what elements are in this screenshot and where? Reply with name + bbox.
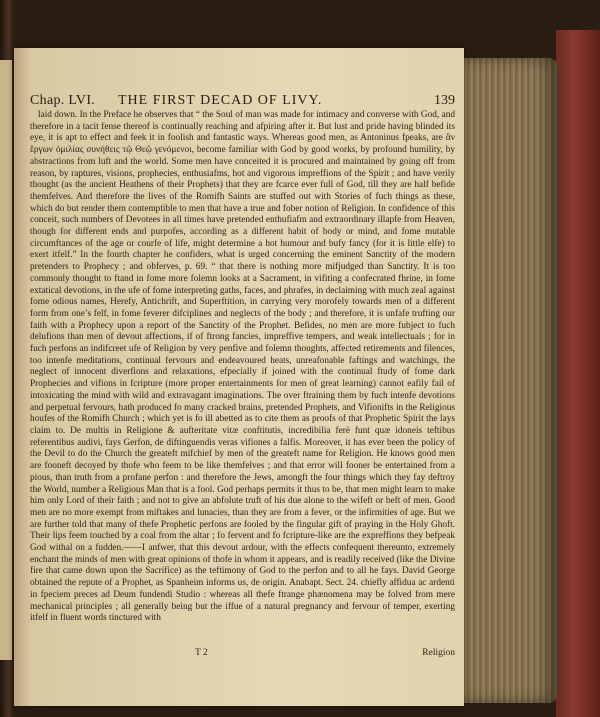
signature-mark: T 2 (195, 648, 208, 658)
page-number: 139 (434, 93, 455, 108)
facing-page-edge (0, 60, 12, 660)
body-paragraph: laid down. In the Preface he observes that “ the Soul of man was made for intimacy and converse with God, and therefore in a tacit fense thereof is continually reaching and afpiring after it. But lust and pride having blinded its eye, it is apt to effect and feek it in foolish and fantastic ways. Whereas good men, as Antoninus fpeaks, are ἂν ἔργων ὁμιλίας συνήθεις τῷ Θεῷ γενόμενοι, become familiar with God by good works, by profound humility, by abstractions from luft and the world. Some men have conceited it is procured and maintained by going off from reason, by raptures, visions, prophecies, enthusiafms, hot and vigorous impreffions of the Spirit ; and have verily thought (as the ancient Heathens of their Prophets) that they are fcarce ever full of God, till they are half befide themfelves. And therefore the lives of the Romifh Saints are stuffed out with Stories of fuch things as these, which do but render them contemptible to men that have a true and fober notion of Religion. In confidence of this conceit, such numbers of Devotees in all times have pretended enthufiafm and extraordinary illapfe from Heaven, though for different ends and purpofes, according as a different habit of body or mind, and fome mutable circumftances of the age or courfe of life, might determine a hot humour and bufy fancy (for it is little elfe) to exert itfelf.” In the fourth chapter he confiders, what is urged concerning the eminent Sanctity of the modern pretenders to Prophecy ; and obferves, p. 69. “ that there is nothing more mifjudged than Sanctity. It is too commonly thought to ftand in fome more folemn looks at a Sacrament, in vifiting a confecrated fhrine, in fome extatical devotions, in the ufe of fome interpreting gaths, faces, and phrafes, in declaiming with much zeal against fome odious names, Herefy, Antichrift, and Superftition, in carrying very morofely towards men of a different form from one’s felf, in fome feverer difciplines and neglects of the body ; and therefore, it is unfafe trufting our faith with a Prophecy upon a report of the Sanctity of the Prophet. Befides, no men are more fubject to fuch delufions than men of devout affections, if of ftrong fancies, impreffive tempers, and weak intellectuals ; for in fuch perfons an indifcreet ufe of Religion by very penfive and folemn thoughts, affected retirements and filences, too intenfe meditations, continual fervours and endeavoured heats, unreafonable faftings and watchings, the neglect of innocent diverfions and relaxations, efpecially if joined with the continual ftudy of fome dark Prophecies and vifions in fcripture (more proper entertainments for men of great learning) cannot eafily fail of intoxicating the mind with wild and extravagant imaginations. The over ftraining them by fuch intenfe devotions and perpetual fervours, hath produced fo many cracked brains, pretended Prophets, and Vifionifts in the Religious houfes of the Romifh Church ; which yet is fo ill abetted as to cite them as proofs of that Prophetic Spirit the lays claim to. De multis in Religione & aufteritate vitæ conftitutis, incredibilia ferè funt quæ idoneis teftibus referentibus audivi, fays Gerfon, de diftinguendis veras vifiones a falfis. Moreover, it has ever been the policy of the Devil to do the Church the greateft mifchief by men of the greateft name for Religion. He knows good men are fooneft decoyed by thofe who feem to be like themfelves ; and that error will fooner be entertained from a pious, than truth from a profane perfon : and therefore the Jews, amongft the four things which they fay deftroy the World, number a Religious Man that is a fool. God perhaps permits it thus to be, that men might learn to make him only Lord of their faith ; and not to give an abfolute truft of his due alone to the wifeft or beft of men. Good men are no more exempt from miftakes and lunacies, than they are from a fever, or the infirmities of age. But we are further told that many of thefe Prophetic perfons are fooled by the fingular gift of praying in the Holy Ghoft. Their lips feem touched by a coal from the altar ; fo fervent and fo fcripture-like are the expreffions they befpeak God withal on a fudden.——I anfwer, that this devout ardour, with the effects confequent thereunto, extremely enchant the minds of men with great opinions of thofe in whom it appears, and is readily received (like the Divine fire that came down upon the Sacrifice) as the teftimony of God to the perfon and to all he fays. David George obtained the repute of a Prophet, as Spanheim informs us, de origin. Anabapt. Sect. 24. chiefly affidua ac ardenti in fpeciem preces ad Deum fundendi Studio : whereas all thefe ftrange phænomena may be folved from mere mechanical principles ; all generally being but the iffue of a natural pregnancy and fervour of temper, exerting itfelf in fluent words tinctured with (30, 110, 455, 624)
catchword: Religion (422, 648, 455, 658)
page-edges (458, 58, 558, 703)
page-body (30, 110, 455, 650)
page-footer (30, 648, 455, 662)
running-title: THE FIRST DECAD OF LIVY. (118, 93, 323, 108)
chapter-label: Chap. LVI. (30, 93, 96, 108)
book-cover-edge (556, 30, 600, 717)
running-header (30, 93, 455, 109)
